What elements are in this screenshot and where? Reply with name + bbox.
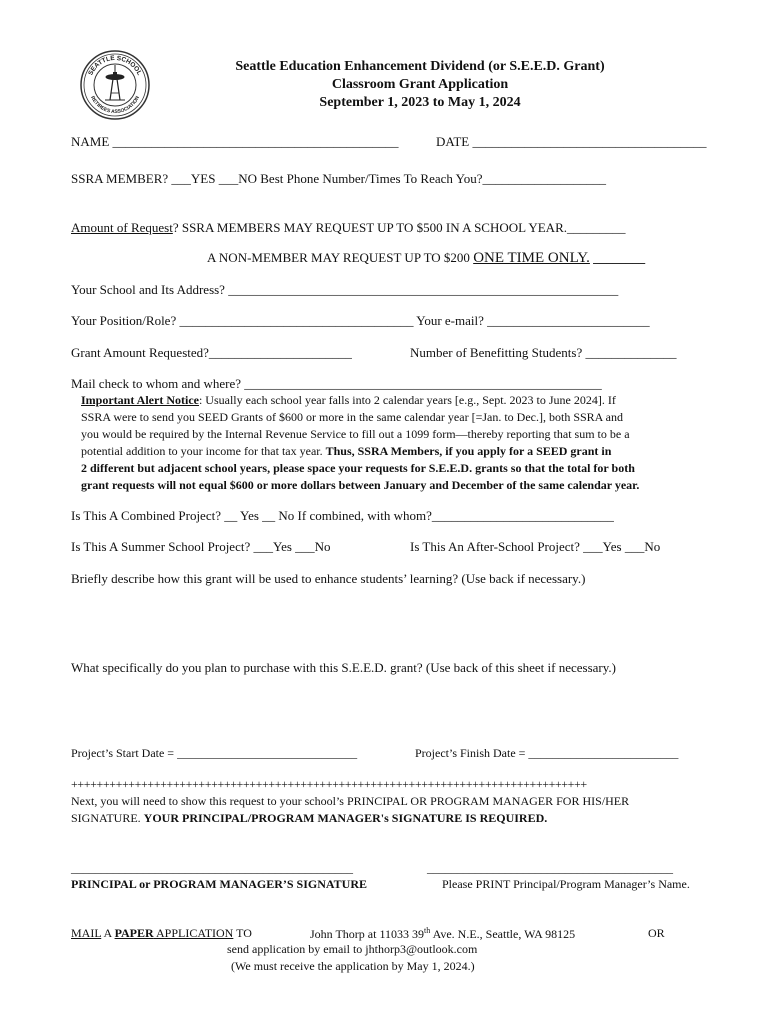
mailing-line: MAIL A PAPER APPLICATION TO [71, 926, 252, 940]
nonmember-limit-line: A NON-MEMBER MAY REQUEST UP TO $200 ONE TIME ONLY. ________ [207, 250, 646, 266]
form-dates: September 1, 2023 to May 1, 2024 [319, 95, 521, 110]
amount-label: Amount of Request [71, 220, 173, 235]
space-needle-icon [105, 65, 125, 100]
signature-line[interactable]: _______________________________________________ [71, 861, 353, 875]
mail-check-field[interactable]: Mail check to whom and where? _______________________________________________________ [71, 376, 602, 391]
member-limit-text: ? SSRA MEMBERS MAY REQUEST UP TO $500 IN A SCHOOL YEAR._________ [172, 220, 626, 235]
email-instruction: send application by email to jhthorp3@outlook.com [227, 942, 478, 956]
signature-label: PRINCIPAL or PROGRAM MANAGER’S SIGNATURE [71, 877, 368, 891]
ssra-seal-logo [80, 50, 150, 120]
important-alert-notice: Important Alert Notice: Usually each school year falls into 2 calendar years [e.g., Sept. 2023 to June 2024]. If SSRA were to send you SEED Grants of $600 or more in the same calendar year [=Jan. to Dec.], both SSRA and you would be required by the Internal Revenue Service to fill out a 1099 form—thereby reporting that sum to be a potential addition to your income for that tax year. Thus, SSRA Members, if you apply for a SEED grant in 2 different but adjacent school years, please space your requests for S.E.E.D. grants so that the total for both grant requests will not equal $600 or more dollars between January and December of the same calendar year. [81, 393, 640, 492]
one-time-only-text: ONE TIME ONLY. [473, 250, 590, 266]
member-and-phone-field[interactable]: SSRA MEMBER? ___YES ___NO Best Phone Number/Times To Reach You?___________________ [71, 171, 607, 186]
deadline-note: (We must receive the application by May 1, 2024.) [231, 959, 475, 973]
plus-divider: +++++++++++++++++++++++++++++++++++++++++++++++++++++++++++++++++++++++++++++++++ [71, 777, 587, 791]
name-field[interactable]: NAME ____________________________________________ [71, 134, 399, 149]
start-date-field[interactable]: Project’s Start Date = ______________________________ [71, 746, 358, 760]
or-text: OR [648, 926, 665, 940]
mailing-address: John Thorp at 11033 39th Ave. N.E., Seattle, WA 98125 [310, 926, 576, 941]
signature-instruction: Next, you will need to show this request to your school’s PRINCIPAL OR PROGRAM MANAGER FOR HIS/HER [71, 794, 630, 808]
print-name-label: Please PRINT Principal/Program Manager’s Name. [442, 877, 690, 891]
position-email-field[interactable]: Your Position/Role? ____________________________________ Your e-mail? _________________________ [71, 313, 650, 328]
school-address-field[interactable]: Your School and Its Address? ____________________________________________________________ [71, 282, 619, 297]
svg-text:RETIREES ASSOCIATION: RETIREES ASSOCIATION [89, 95, 141, 116]
svg-text:SEATTLE SCHOOL: SEATTLE SCHOOL [87, 54, 143, 77]
summer-school-field[interactable]: Is This A Summer School Project? ___Yes ___No [71, 539, 331, 554]
date-field[interactable]: DATE ____________________________________ [436, 134, 707, 149]
amount-of-request-line[interactable] [71, 220, 626, 236]
beneficiaries-field[interactable]: Number of Benefitting Students? ______________ [410, 345, 677, 360]
signature-required-line: SIGNATURE. YOUR PRINCIPAL/PROGRAM MANAGER's SIGNATURE IS REQUIRED. [71, 811, 548, 825]
form-subtitle: Classroom Grant Application [331, 77, 509, 92]
combined-project-field[interactable]: Is This A Combined Project? __ Yes __ No If combined, with whom?____________________________ [71, 508, 614, 523]
purchase-answer-area[interactable] [71, 680, 731, 740]
grant-amount-field[interactable]: Grant Amount Requested?______________________ [71, 345, 352, 360]
after-school-field[interactable]: Is This An After-School Project? ___Yes ___No [410, 539, 661, 554]
describe-answer-area[interactable] [71, 590, 731, 650]
form-title: Seattle Education Enhancement Dividend (or S.E.E.D. Grant) [235, 59, 605, 74]
finish-date-field[interactable]: Project’s Finish Date = _________________________ [415, 746, 679, 760]
describe-question: Briefly describe how this grant will be used to enhance students’ learning? (Use back if necessary.) [71, 571, 586, 586]
print-name-line[interactable]: _________________________________________ [427, 861, 673, 875]
purchase-question: What specifically do you plan to purchase with this S.E.E.D. grant? (Use back of this sheet if necessary.) [71, 660, 616, 675]
